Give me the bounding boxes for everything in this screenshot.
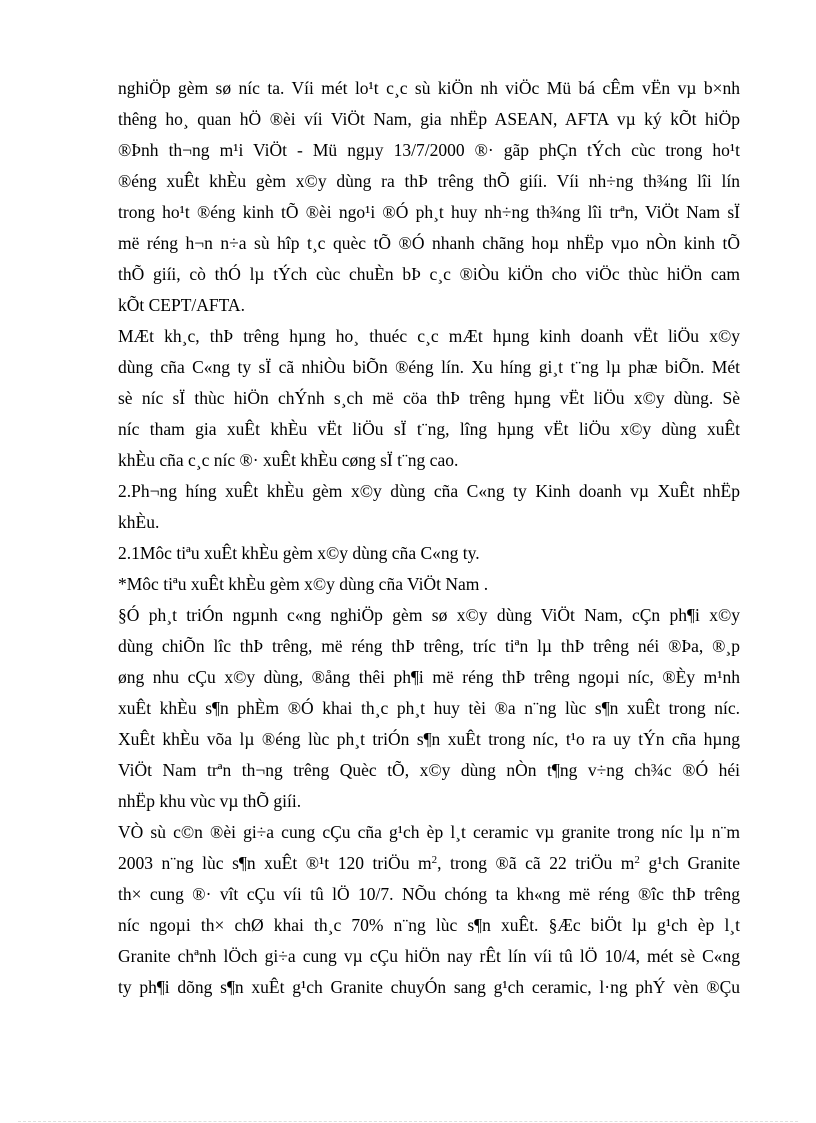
text-line: ®éng xuÊt khÈu gèm x©y dùng ra thÞ trêng thÕ giíi. Víi nh÷ng th¾ng lîi lín (118, 171, 740, 191)
text-line: xuÊt khÈu s¶n phÈm ®Ó khai th¸c ph¸t huy tèi ®a n¨ng lùc s¶n xuÊt trong níc. (118, 698, 740, 718)
text-line: ty ph¶i dõng s¶n xuÊt g¹ch Granite chuyÓn sang g¹ch ceramic, l·ng phÝ vèn ®Çu (118, 977, 740, 997)
text-line: khÈu cña c¸c níc ®· xuÊt khÈu cøng sÏ t¨ng cao. (118, 450, 459, 470)
section-heading: 2.Ph¬ng híng xuÊt khÈu gèm x©y dùng cña C«ng ty Kinh doanh vµ XuÊt nhËp (118, 481, 740, 501)
section-heading: khÈu. (118, 512, 160, 532)
text-line: ViÖt Nam trªn th¬ng trêng Quèc tÕ, x©y dùng nÒn t¶ng v÷ng ch¾c ®Ó héi (118, 760, 740, 780)
text-fragment: 2003 n¨ng lùc s¶n xuÊt ®¹t 120 triÖu m (118, 853, 432, 873)
text-line: øng nhu cÇu x©y dùng, ®ång thêi ph¶i më réng thÞ trêng ngoµi níc, ®Èy m¹nh (118, 667, 740, 687)
superscript: 2 (634, 854, 640, 866)
text-line: më réng h¬n n÷a sù hîp t¸c quèc tÕ ®Ó nhanh chãng hoµ nhËp vµo nÒn kinh tÕ (118, 233, 740, 253)
text-line: trong ho¹t ®éng kinh tÕ ®èi ngo¹i ®Ó ph¸t huy nh÷ng th¾ng lîi trªn, ViÖt Nam sÏ (118, 202, 740, 222)
body-text (118, 73, 740, 1003)
text-line: níc ngoµi th× chØ khai th¸c 70% n¨ng lùc s¶n xuÊt. §Æc biÖt lµ g¹ch èp l¸t (118, 915, 740, 935)
text-line: Granite chªnh lÖch gi÷a cung vµ cÇu hiÖn nay rÊt lín víi tû lÖ 10/4, mét sè C«ng (118, 946, 740, 966)
text-fragment: , trong ®ã cã 22 triÖu m (437, 853, 635, 873)
text-line: níc tham gia xuÊt khÈu vËt liÖu sÏ t¨ng, lîng hµng vËt liÖu x©y dùng xuÊt (118, 419, 740, 439)
text-line: kÕt CEPT/AFTA. (118, 295, 245, 315)
text-line: nghiÖp gèm sø níc ta. Víi mét lo¹t c¸c sù kiÖn nh viÖc Mü bá cÊm vËn vµ b×nh (118, 78, 740, 98)
text-line: th× cung ®· vît cÇu víi tû lÖ 10/7. NÕu chóng ta kh«ng më réng ®îc thÞ trêng (118, 884, 740, 904)
text-line: MÆt kh¸c, thÞ trêng hµng ho¸ thuéc c¸c mÆt hµng kinh doanh vËt liÖu x©y (118, 326, 740, 346)
text-line: dùng cña C«ng ty sÏ cã nhiÒu biÕn ®éng lín. Xu híng gi¸t t¨ng lµ phæ biÕn. Mét (118, 357, 740, 377)
text-fragment: g¹ch Granite (639, 853, 740, 873)
text-line: thêng ho¸ quan hÖ ®èi víi ViÖt Nam, gia nhËp ASEAN, AFTA vµ ký kÕt hiÖp (118, 109, 740, 129)
text-line: §Ó ph¸t triÓn ngµnh c«ng nghiÖp gèm sø x©y dùng ViÖt Nam, cÇn ph¶i x©y (118, 605, 740, 625)
text-line: dùng chiÕn lîc thÞ trêng, më réng thÞ trêng, tríc tiªn lµ thÞ trêng néi ®Þa, ®¸p (118, 636, 740, 656)
text-line: ®Þnh th¬ng m¹i ViÖt - Mü ngµy 13/7/2000 ®· gãp phÇn tÝch cùc trong ho¹t (118, 140, 740, 160)
superscript: 2 (431, 854, 438, 866)
text-line: nhËp khu vùc vµ thÕ giíi. (118, 791, 302, 811)
text-line: XuÊt khÈu võa lµ ®éng lùc ph¸t triÓn s¶n xuÊt trong níc, t¹o ra uy tÝn cña hµng (118, 729, 740, 749)
text-line: sè níc sÏ thùc hiÖn chÝnh s¸ch më cöa thÞ trêng hµng vËt liÖu x©y dùng. Sè (118, 388, 740, 408)
subsection-heading: *Môc tiªu xuÊt khÈu gèm x©y dùng cña ViÖt Nam . (118, 574, 489, 594)
text-line-with-superscript (118, 848, 740, 879)
text-line: VÒ sù c©n ®èi gi÷a cung cÇu cña g¹ch èp l¸t ceramic vµ granite trong níc lµ n¨m (118, 822, 740, 842)
text-line: thÕ giíi, cò thÓ lµ tÝch cùc chuÈn bÞ c¸c ®iÒu kiÖn cho viÖc thùc hiÖn cam (118, 264, 740, 284)
subsection-heading: 2.1Môc tiªu xuÊt khÈu gèm x©y dùng cña C«ng ty. (118, 543, 480, 563)
